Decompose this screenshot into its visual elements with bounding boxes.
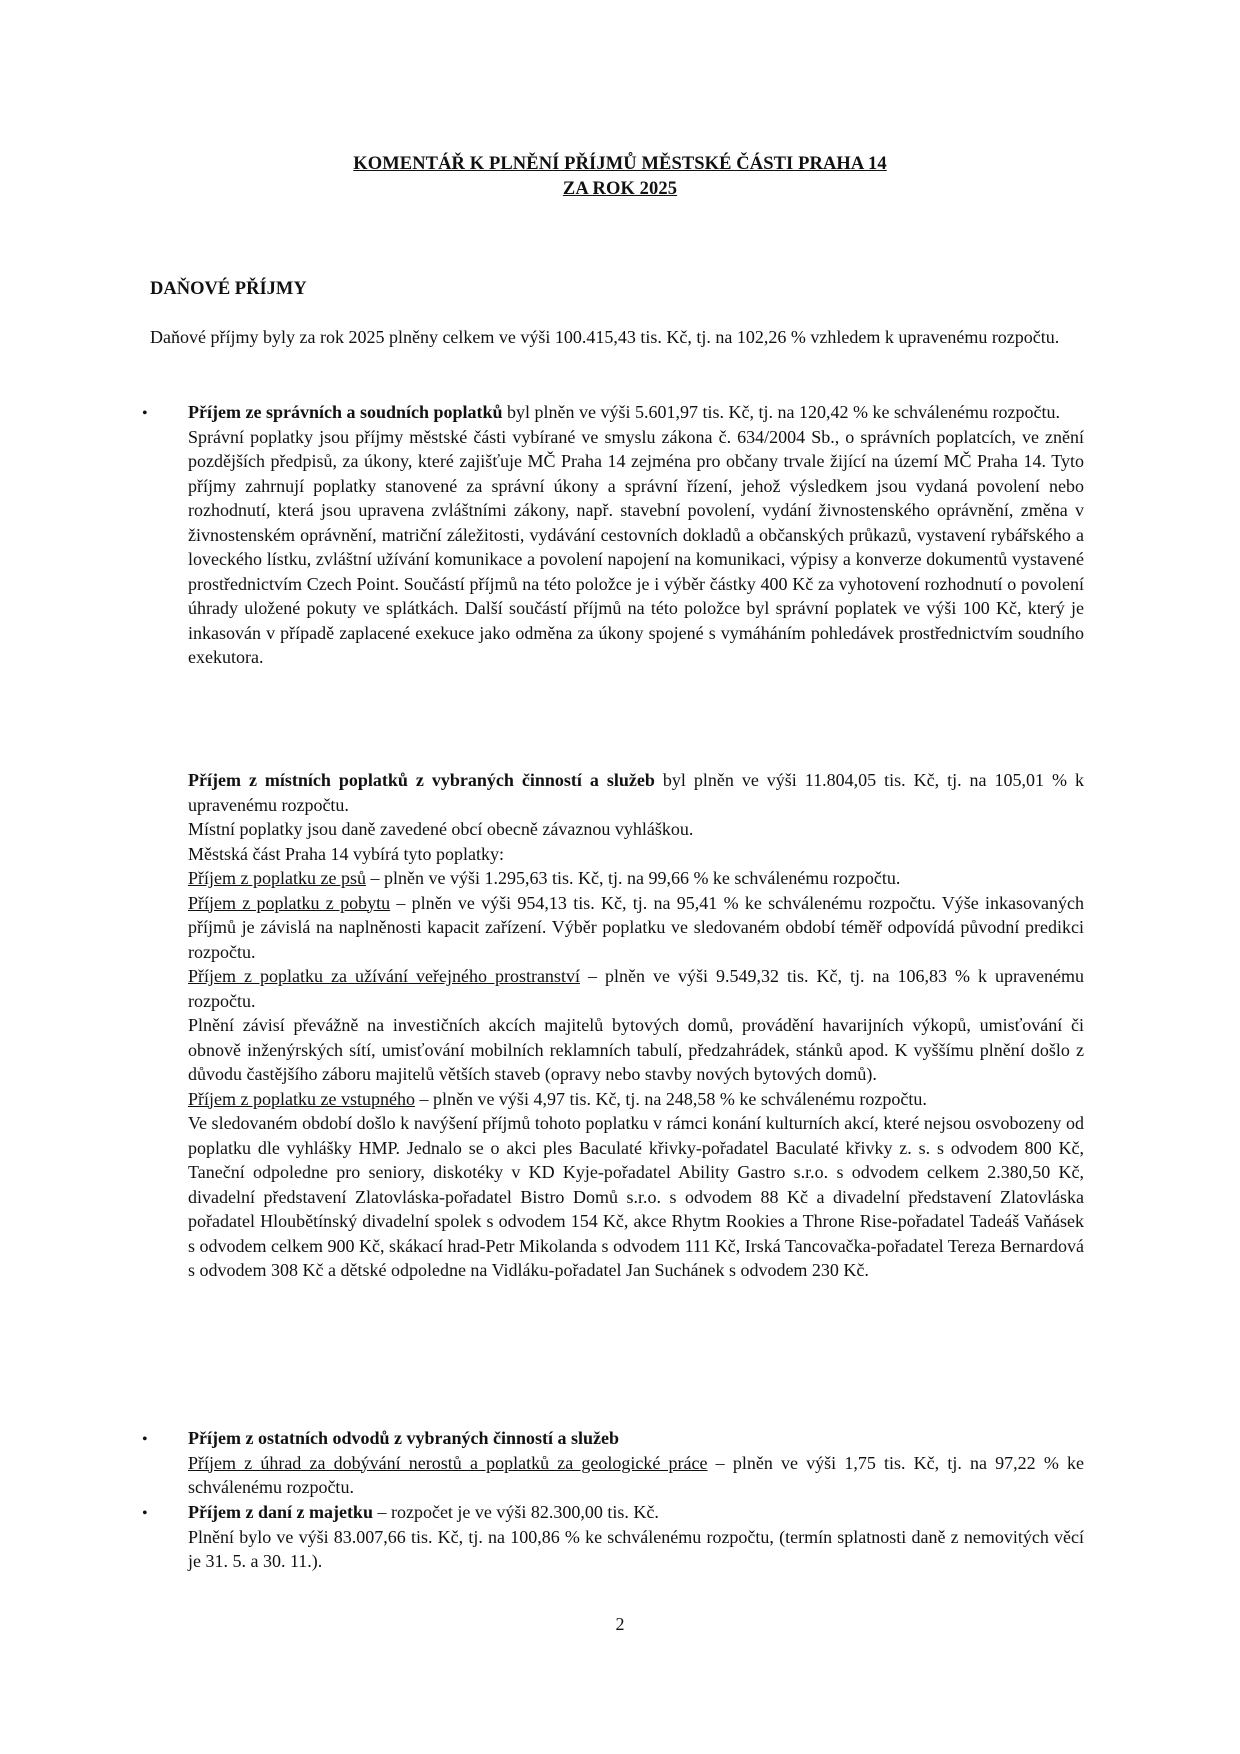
- spravni-text: Správní poplatky jsou příjmy městské části vybírané ve smyslu zákona č. 634/2004 Sb., o správních poplatcích, ve znění pozdějších předpisů, za úkony, které zajišťuje MČ Praha 14 zejména pro občany trvale žijící na území MČ Praha 14. Tyto příjmy zahrnují poplatky stanovené za správní úkony a správní řízení, jehož výsledkem jsou vydaná povolení nebo rozhodnutí, která jsou upravena zvláštními zákony, např. stavební povolení, vydání živnostenského oprávnění, změna v živnostenském oprávnění, matriční záležitosti, vydávání cestovních dokladů a občanských průkazů, vystavení rybářského a loveckého lístku, zvláštní užívání komunikace a povolení napojení na komunikaci, výpisy a konverze dokumentů vystavené prostřednictvím Czech Point. Součástí příjmů na této položce je i výběr částky 400 Kč za vyhotovení rozhodnutí o povolení úhrady uložené pokuty ve splátkách. Další součástí příjmů na této položce byl správní poplatek ve výši 100 Kč, který je inkasován v případě zaplacené exekuce jako odměna za úkony spojené s vymáháním pohledávek prostřednictvím soudního exekutora.: [188, 426, 1084, 667]
- ostatni-lead-bold: Příjem z ostatních odvodů z vybraných činností a služeb: [188, 1428, 620, 1448]
- bullet-marker: •: [142, 1505, 148, 1522]
- majetek-lead-bold: Příjem z daní z majetku: [188, 1502, 373, 1522]
- poplatek-pobyt-value: – plněn ve výši 954,13 tis. Kč, tj. na 95,41 % ke schválenému rozpočtu. Výše inkasovaných příjmů je závislá na naplněnosti kapacit zařízení. Výběr poplatku ve sledovaném období téměř odpovídá původní predikci rozpočtu.: [188, 892, 1084, 962]
- section-dane-z-majetku: [188, 1500, 1084, 1574]
- mistni-line1: Místní poplatky jsou daně zavedené obcí obecně závaznou vyhláškou.: [188, 819, 694, 839]
- page-number: 2: [615, 1614, 625, 1634]
- mistni-lead: [188, 768, 1084, 817]
- spravni-lead: [188, 400, 1084, 425]
- section-ostatni-odvody: [188, 1426, 1084, 1500]
- section-spravni-poplatky: [188, 400, 1084, 670]
- mistni-line2: Městská část Praha 14 vybírá tyto poplatky:: [188, 843, 504, 864]
- ostatni-nerosty: [188, 1451, 1084, 1500]
- poplatek-vstupne-value: – plněn ve výši 4,97 tis. Kč, tj. na 248,58 % ke schválenému rozpočtu.: [414, 1088, 927, 1109]
- poplatek-vstupne-label: Příjem z poplatku ze vstupného: [188, 1088, 415, 1109]
- bullet-marker: •: [142, 405, 148, 422]
- poplatek-pobyt: [188, 891, 1084, 965]
- mistni-lead-bold: Příjem z místních poplatků z vybraných činností a služeb: [188, 770, 655, 790]
- bullet-marker: •: [142, 1431, 148, 1448]
- majetek-lead-rest: – rozpočet je ve výši 82.300,00 tis. Kč.: [372, 1502, 659, 1522]
- ostatni-nerosty-value: – plněn ve výši 1,75 tis. Kč, tj. na 97,22 % ke schválenému rozpočtu.: [188, 1452, 1084, 1497]
- poplatek-prostranstvi: [188, 964, 1084, 1013]
- poplatek-vstupne: [188, 1087, 1084, 1112]
- poplatek-psi: [188, 866, 1084, 891]
- intro-paragraph: Daňové příjmy byly za rok 2025 plněny celkem ve výši 100.415,43 tis. Kč, tj. na 102,26 % vzhledem k upravenému rozpočtu.: [150, 327, 1060, 347]
- poplatek-psi-label: Příjem z poplatku ze psů: [188, 868, 366, 888]
- poplatek-vstupne-text: Ve sledovaném období došlo k navýšení příjmů tohoto poplatku v rámci konání kulturních akcí, které nejsou osvobozeny od poplatku dle vyhlášky HMP. Jednalo se o akci ples Baculaté křivky-pořadatel Baculaté křivky z. s. s odvodem 800 Kč, Taneční odpoledne pro seniory, diskotéky v KD Kyje-pořadatel Ability Gastro s.r.o. s odvodem celkem 2.380,50 Kč, divadelní představení Zlatovláska-pořadatel Bistro Domů s.r.o. s odvodem 88 Kč a divadelní představení Zlatovláska pořadatel Hloubětínský divadelní spolek s odvodem 154 Kč, akce Rhytm Rookies a Throne Rise-pořadatel Tadeáš Vaňásek s odvodem celkem 900 Kč, skákací hrad-Petr Mikolanda s odvodem 111 Kč, Irská Tancovačka-pořadatel Tereza Bernardová s odvodem 308 Kč a dětské odpoledne na Vidláku-pořadatel Jan Suchánek s odvodem 230 Kč.: [188, 1113, 1084, 1280]
- poplatek-prostranstvi-value: – plněn ve výši 9.549,32 tis. Kč, tj. na 106,83 % k upravenému rozpočtu.: [188, 966, 1084, 1011]
- majetek-lead: [188, 1500, 1084, 1525]
- poplatek-prostranstvi-text: Plnění závisí převážně na investičních akcích majitelů bytových domů, provádění havarijních výkopů, umisťování či obnově inženýrských sítí, umisťování mobilních reklamních tabulí, předzahrádek, stánků apod. K vyššímu plnění došlo z důvodu častějšího záboru majitelů větších staveb (opravy nebo stavby nových bytových domů).: [188, 1015, 1084, 1084]
- section-heading: DAŇOVÉ PŘÍJMY: [150, 279, 307, 299]
- document-title-line1: KOMENTÁŘ K PLNĚNÍ PŘÍJMŮ MĚSTSKÉ ČÁSTI PRAHA 14: [353, 154, 887, 174]
- majetek-text: Plnění bylo ve výši 83.007,66 tis. Kč, tj. na 100,86 % ke schválenému rozpočtu, (termín splatnosti daně z nemovitých věcí je 31. 5. a 30. 11.).: [188, 1526, 1084, 1571]
- section-mistni-poplatky: [188, 768, 1084, 1283]
- spravni-lead-bold: Příjem ze správních a soudních poplatků: [188, 402, 503, 422]
- poplatek-prostranstvi-label: Příjem z poplatku za užívání veřejného prostranství: [188, 966, 580, 986]
- document-title-line2: ZA ROK 2025: [562, 179, 678, 199]
- poplatek-psi-value: – plněn ve výši 1.295,63 tis. Kč, tj. na 99,66 % ke schválenému rozpočtu.: [365, 868, 901, 888]
- mistni-lead-rest: byl plněn ve výši 11.804,05 tis. Kč, tj. na 105,01 % k upravenému rozpočtu.: [188, 770, 1084, 815]
- spravni-lead-rest: byl plněn ve výši 5.601,97 tis. Kč, tj. na 120,42 % ke schválenému rozpočtu.: [502, 402, 1060, 422]
- poplatek-pobyt-label: Příjem z poplatku z pobytu: [188, 892, 391, 913]
- ostatni-nerosty-label: Příjem z úhrad za dobývání nerostů a poplatků za geologické práce: [188, 1452, 708, 1473]
